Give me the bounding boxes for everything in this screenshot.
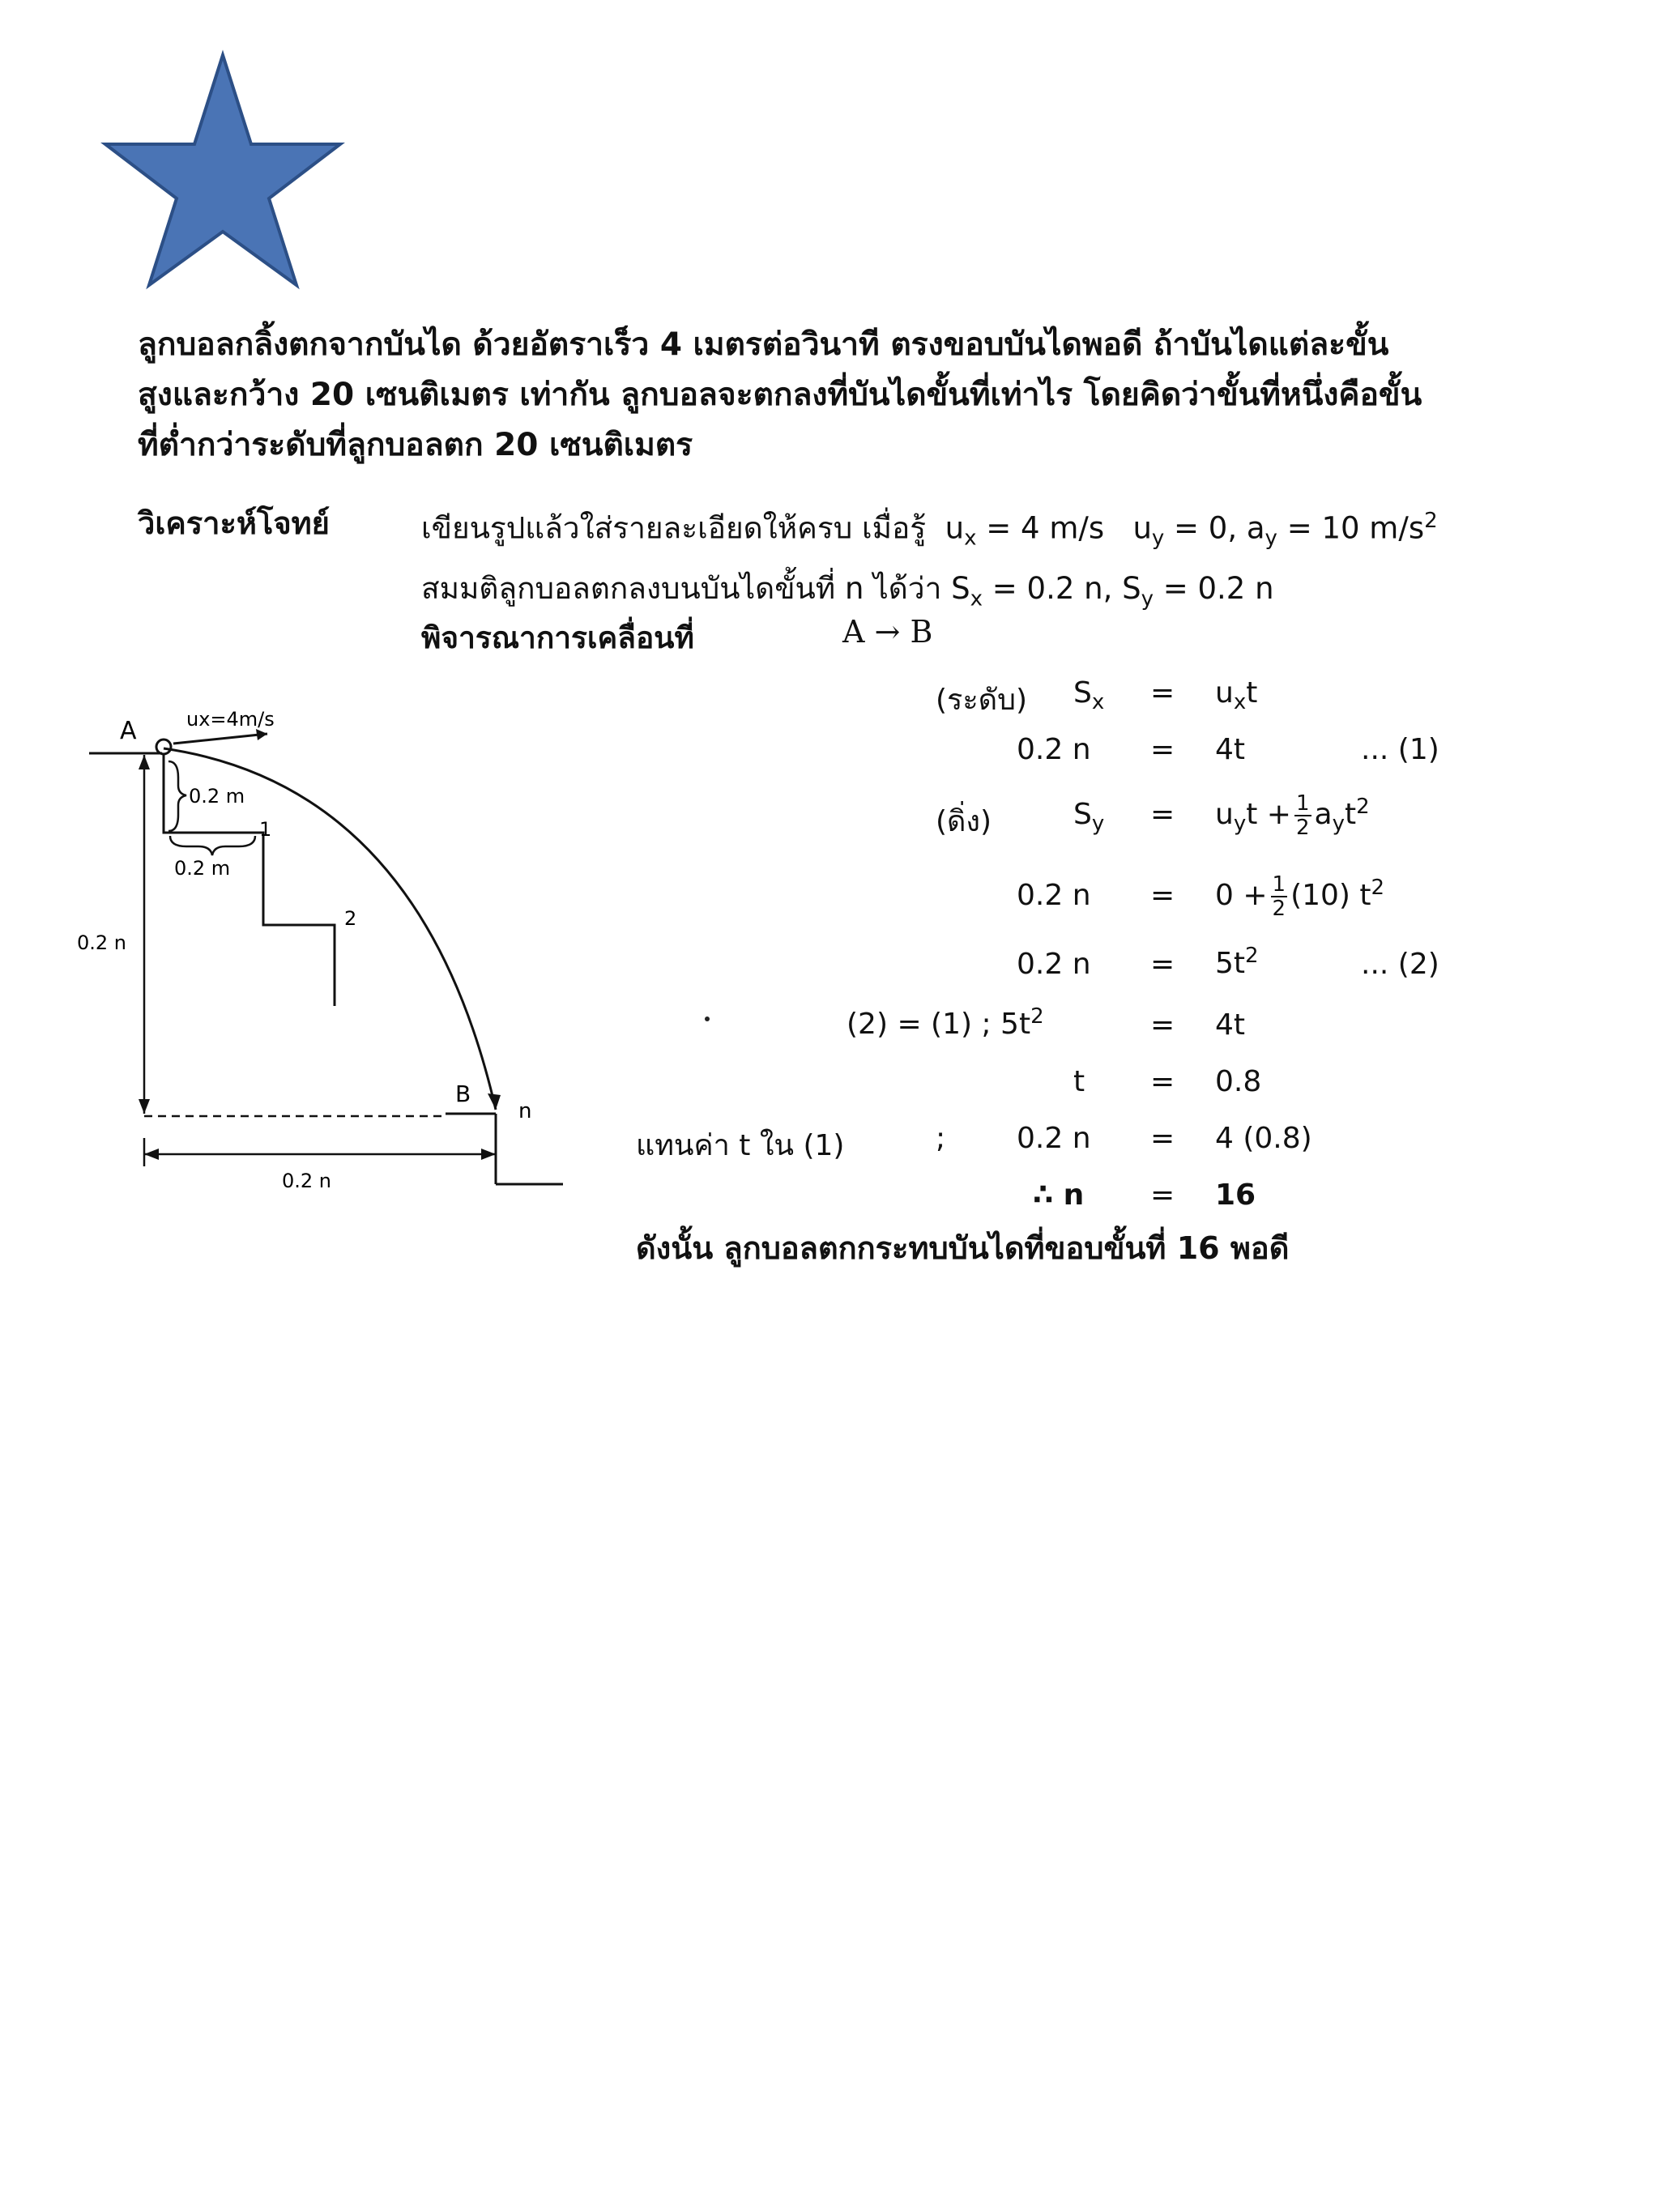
uy-sub: y [1151,526,1165,551]
analysis-line-2-mid: = 0.2 n, S [983,570,1141,606]
eq-rhs: (10) t [1290,879,1371,912]
eq-row-5-rhs [1215,944,1259,980]
eq-sup: 2 [1030,1004,1044,1029]
analysis-label: วิเคราะห์โจทย์ [138,505,330,541]
velocity-arrow [173,734,267,744]
eq-sub: y [1332,812,1345,837]
eq-row-4-lhs: 0.2 n [1017,879,1091,912]
eq-row-7-rhs: 0.8 [1215,1065,1262,1098]
eq-sup: 2 [1245,944,1259,968]
eq-row-3-rhs [1215,792,1370,839]
eq-row-2-note: ... (1) [1361,733,1439,766]
eq-label: (ระดับ) [936,684,1027,717]
problem-line: ลูกบอลกลิ้งตกจากบันได ด้วยอัตราเร็ว 4 เมตรต่อวินาที ตรงขอบบันไดพอดี ถ้าบันไดแต่ละขั้น [138,326,1389,363]
dimension-arrow-down-icon [139,1099,150,1114]
eq-row-5-note: ... (2) [1361,948,1439,981]
analysis-line-2-text: สมมติลูกบอลตกลงบนบันไดขั้นที่ n ได้ว่า S [421,570,970,606]
dimension-arrow-right-icon [481,1149,496,1160]
problem-statement [138,320,1588,471]
problem-line: สูงและกว้าง 20 เซนติเมตร เท่ากัน ลูกบอลจะตกลงที่บันไดขั้นที่เท่าไร โดยคิดว่าขั้นที่หนึ่งคือขั้น [138,377,1422,413]
eq-row-8-semicolon: ; [936,1122,946,1155]
eq-row-9-rhs: 16 [1215,1178,1256,1212]
eq-row-1 [936,676,1027,722]
eq-row-2-lhs: 0.2 n [1017,733,1091,766]
eq-row-9-lhs: ∴ n [1033,1178,1085,1212]
eq-row-1-rhs [1215,676,1257,714]
eq-row-3-label: (ดิ่ง) [936,805,992,838]
consider-value: A → B [842,614,933,650]
ux-symbol: u [945,510,965,546]
eq-row-2-rhs: 4t [1215,733,1246,766]
eq-row-4-sign: = [1150,879,1175,912]
label-02n-vertical: 0.2 n [77,931,127,954]
velocity-arrowhead-icon [256,729,267,740]
ay-sub: y [1265,526,1277,551]
staircase-diagram [65,697,583,1199]
dimension-arrow-up-icon [139,755,150,769]
eq-row-8-label: แทนค่า t ใน (1) [636,1129,845,1162]
label-b: B [455,1080,471,1107]
eq-row-8-rhs: 4 (0.8) [1215,1122,1312,1155]
eq-row-4-rhs [1215,873,1384,920]
eq-row-3-lhs [1073,798,1104,836]
sy-sub: y [1141,586,1154,612]
eq-rhs: u [1215,798,1234,831]
analysis-line-1 [421,496,1620,564]
eq-sub: x [1091,690,1105,715]
analysis-line-2-end: = 0.2 n [1153,570,1274,606]
label-step-2: 2 [344,907,357,930]
analysis-text [421,496,1620,624]
eq-row-5-lhs: 0.2 n [1017,948,1091,981]
eq-lhs: (2) = (1) ; 5t [847,1008,1031,1041]
stray-dot [705,1016,710,1021]
eq-row-5-sign: = [1150,948,1175,981]
eq-row-6-lhs [847,1004,1044,1041]
label-ux: ux=4m/s [186,708,275,731]
eq-row-1-sign: = [1150,676,1175,710]
sx-sub: x [970,586,983,612]
eq-sub: x [1233,690,1247,715]
eq-row-2-sign: = [1150,733,1175,766]
eq-sub: y [1233,812,1247,837]
fraction-half [1294,792,1311,839]
uy-value: = 0, a [1164,510,1265,546]
consider-label: พิจารณาการเคลื่อนที่ [421,620,694,655]
label-02m-vertical: 0.2 m [189,785,245,808]
ux-sub: x [964,526,977,551]
eq-sup: 2 [1356,795,1370,819]
eq-lhs: S [1073,798,1092,831]
eq-rhs-end: t [1246,676,1258,710]
eq-rhs: t + [1246,798,1291,831]
analysis-line-1-text: เขียนรูปแล้วใส่รายละเอียดให้ครบ เมื่อรู้ [421,510,927,546]
horizontal-brace [170,836,255,855]
star-icon [97,49,348,292]
eq-row-3-sign: = [1150,798,1175,831]
eq-rhs: 5t [1215,947,1246,980]
vertical-brace [168,761,186,831]
frac-den: 2 [1272,897,1286,921]
eq-row-7-lhs: t [1073,1065,1085,1098]
eq-row-1-lhs [1073,676,1104,714]
eq-row-8-sign: = [1150,1122,1175,1155]
eq-row-9-sign: = [1150,1178,1175,1212]
eq-lhs: S [1073,676,1092,710]
ay-sup: 2 [1424,509,1438,533]
frac-den: 2 [1295,816,1310,840]
eq-sup: 2 [1371,876,1385,900]
label-a: A [120,717,137,745]
conclusion: ดังนั้น ลูกบอลตกกระทบบันไดที่ขอบขั้นที่ 16 พอดี [636,1230,1290,1266]
eq-row-6-sign: = [1150,1008,1175,1042]
fraction-half [1271,873,1288,920]
eq-sub: y [1091,812,1105,837]
dimension-arrow-left-icon [144,1149,159,1160]
label-step-1: 1 [259,818,272,841]
ux-value: = 4 m/s [976,510,1105,546]
eq-row-8-lhs: 0.2 n [1017,1122,1091,1155]
uy-symbol: u [1132,510,1152,546]
eq-row-7-sign: = [1150,1065,1175,1098]
label-02n-horizontal: 0.2 n [282,1170,332,1192]
eq-row-6-rhs: 4t [1215,1008,1246,1042]
ay-value: = 10 m/s [1277,510,1425,546]
label-n: n [518,1099,532,1123]
eq-rhs: 0 + [1215,879,1268,912]
eq-rhs: a [1314,798,1333,831]
label-02m-horizontal: 0.2 m [174,857,231,880]
problem-line: ที่ต่ำกว่าระดับที่ลูกบอลตก 20 เซนติเมตร [138,427,693,463]
ball-icon [156,739,171,754]
eq-rhs: u [1215,676,1234,710]
frac-num: 1 [1295,791,1310,816]
frac-num: 1 [1272,872,1286,897]
eq-rhs: t [1344,798,1357,831]
